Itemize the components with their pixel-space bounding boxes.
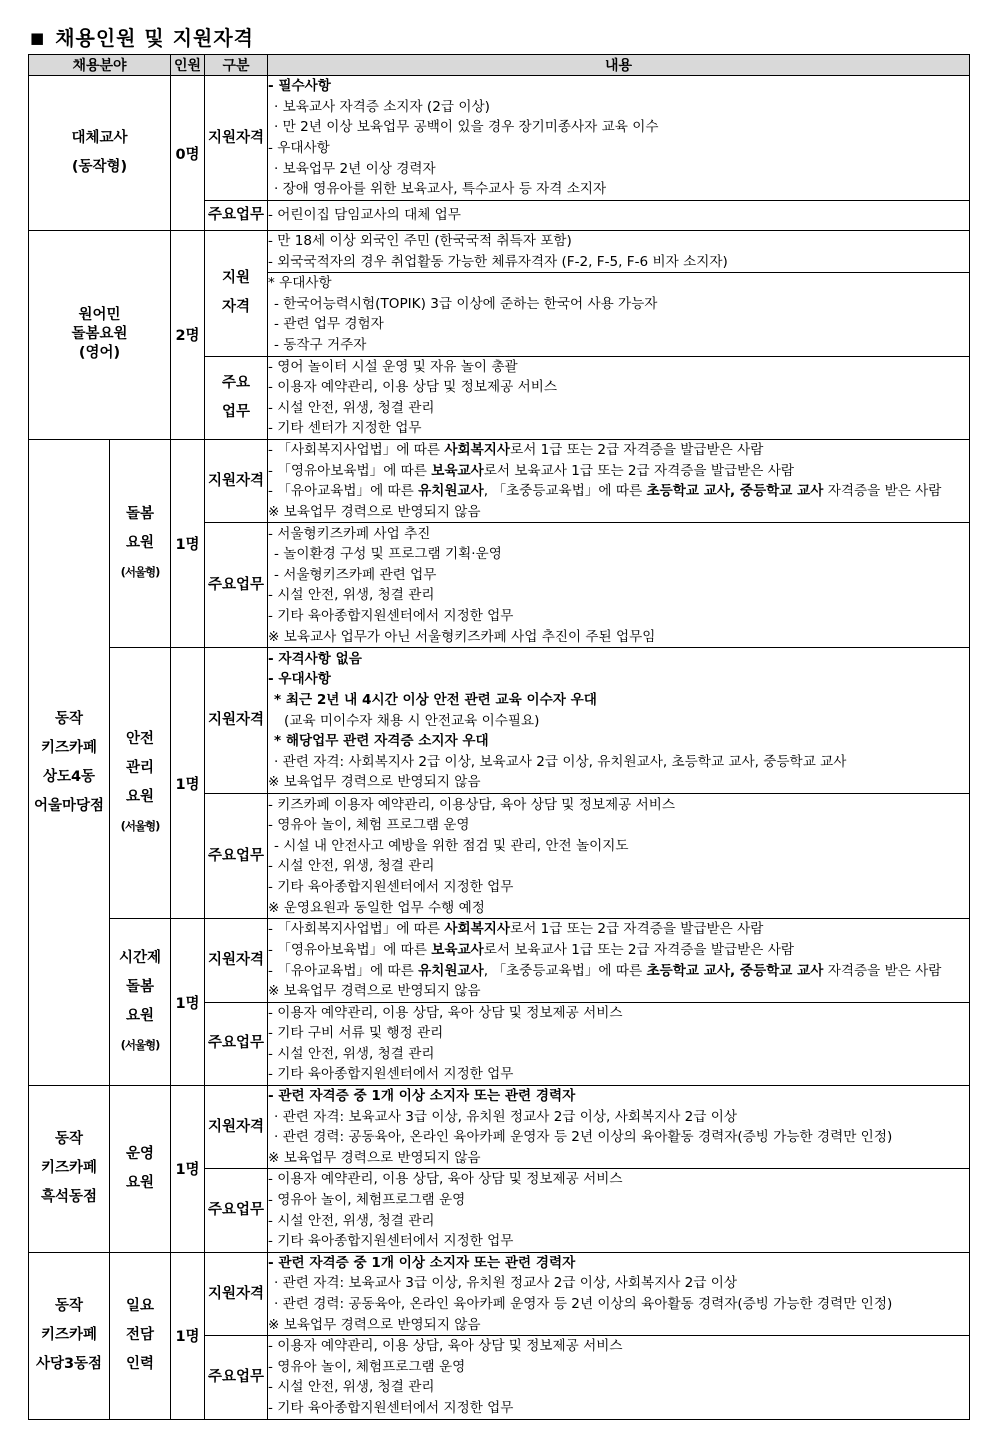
table-row — [29, 919, 970, 1002]
count-cell: 1명 — [171, 439, 205, 647]
section-title: 채용인원 및 지원자격 — [55, 26, 254, 50]
content-cell: - 키즈카페 이용자 예약관리, 이용상담, 육아 상담 및 정보제공 서비스 - 영유아 놀이, 체험 프로그램 운영 - 시설 내 안전사고 예방을 위한 점검 및 관리, 안전 놀이지도 - 시설 안전, 위생, 청결 관리 - 기타 육아종합지원센터에서 지정한 업무 ※ 운영요원과 동일한 업무 수행 예정 — [268, 794, 970, 919]
content-cell: - 관련 자격증 중 1개 이상 소지자 또는 관련 경력자 · 관련 자격: 보육교사 3급 이상, 유치원 정교사 2급 이상, 사회복지사 2급 이상 · 관련 경력: 공동육아, 온라인 육아카페 운영자 등 2년 이상의 육아활동 경력자(증빙 가능한 경력만 인정) ※ 보육업무 경력으로 반영되지 않음 — [268, 1252, 970, 1335]
role-cell: 시간제 돌봄 요원 (서울형) — [110, 919, 171, 1086]
kind-cell: 지원자격 — [205, 1086, 268, 1169]
kind-cell: 지원자격 — [205, 648, 268, 794]
role-cell: 일요 전담 인력 — [110, 1252, 171, 1419]
header-field: 채용분야 — [29, 55, 171, 76]
content-cell: - 「사회복지사업법」에 따른 사회복지사로서 1급 또는 2급 자격증을 발급받은 사람 - 「영유아보육법」에 따른 보육교사로서 보육교사 1급 또는 2급 자격증을 발급받은 사람 - 「유아교육법」에 따른 유치원교사, 「초중등교육법」에 따른 초등학교 교사, 중등학교 교사 자격증을 받은 사람 ※ 보육업무 경력으로 반영되지 않음 — [268, 439, 970, 522]
kind-cell: 지원자격 — [205, 76, 268, 201]
content-cell: - 관련 자격증 중 1개 이상 소지자 또는 관련 경력자 · 관련 자격: 보육교사 3급 이상, 유치원 정교사 2급 이상, 사회복지사 2급 이상 · 관련 경력: 공동육아, 온라인 육아카페 운영자 등 2년 이상의 육아활동 경력자(증빙 가능한 경력만 인정) ※ 보육업무 경력으로 반영되지 않음 — [268, 1086, 970, 1169]
section-heading — [30, 22, 254, 51]
kind-cell: 지원자격 — [205, 439, 268, 522]
count-cell: 1명 — [171, 919, 205, 1086]
kind-cell: 주요업무 — [205, 1169, 268, 1252]
content-cell: - 서울형키즈카페 사업 추진 - 놀이환경 구성 및 프로그램 기획·운영 - 서울형키즈카페 관련 업무 - 시설 안전, 위생, 청결 관리 - 기타 육아종합지원센터에서 지정한 업무 ※ 보육교사 업무가 아닌 서울형키즈카페 사업 추진이 주된 업무임 — [268, 523, 970, 648]
header-content: 내용 — [268, 55, 970, 76]
content-cell: - 영어 놀이터 시설 운영 및 자유 놀이 총괄 - 이용자 예약관리, 이용 상담 및 정보제공 서비스 - 시설 안전, 위생, 청결 관리 - 기타 센터가 지정한 업무 — [268, 356, 970, 439]
content-cell: - 이용자 예약관리, 이용 상담, 육아 상담 및 정보제공 서비스 - 영유아 놀이, 체험프로그램 운영 - 시설 안전, 위생, 청결 관리 - 기타 육아종합지원센터에서 지정한 업무 — [268, 1169, 970, 1252]
content-cell: - 만 18세 이상 외국인 주민 (한국국적 취득자 포함) - 외국국적자의 경우 취업활동 가능한 체류자격자 (F-2, F-5, F-6 비자 소지자) — [268, 231, 970, 273]
content-cell: * 우대사항 - 한국어능력시험(TOPIK) 3급 이상에 준하는 한국어 사용 가능자 - 관련 업무 경험자 - 동작구 거주자 — [268, 273, 970, 356]
square-bullet-icon: ■ — [30, 29, 46, 47]
role-cell: 돌봄 요원 (서울형) — [110, 439, 171, 647]
table-row — [29, 648, 970, 794]
count-cell: 2명 — [171, 231, 205, 440]
kind-cell: 주요업무 — [205, 201, 268, 231]
table-row — [29, 76, 970, 201]
kind-cell: 지원자격 — [205, 1252, 268, 1335]
header-kind: 구분 — [205, 55, 268, 76]
table-row — [29, 231, 970, 273]
kind-cell: 주요 업무 — [205, 356, 268, 439]
field-cell: 원어민 돌봄요원 (영어) — [29, 231, 171, 440]
field-cell: 동작 키즈카페 흑석동점 — [29, 1086, 110, 1253]
kind-cell: 주요업무 — [205, 794, 268, 919]
content-cell: - 필수사항 · 보육교사 자격증 소지자 (2급 이상) · 만 2년 이상 보육업무 공백이 있을 경우 장기미종사자 교육 이수 - 우대사항 · 보육업무 2년 이상 경력자 · 장애 영유아를 위한 보육교사, 특수교사 등 자격 소지자 — [268, 76, 970, 201]
kind-cell: 주요업무 — [205, 523, 268, 648]
table-row — [29, 1086, 970, 1169]
count-cell: 0명 — [171, 76, 205, 231]
table-row — [29, 439, 970, 522]
content-cell: - 어린이집 담임교사의 대체 업무 — [268, 201, 970, 231]
table-header-row — [29, 55, 970, 76]
table-row — [29, 1252, 970, 1335]
count-cell: 1명 — [171, 1086, 205, 1253]
content-cell: - 자격사항 없음 - 우대사항 * 최근 2년 내 4시간 이상 안전 관련 교육 이수자 우대 (교육 미이수자 채용 시 안전교육 이수필요) * 해당업무 관련 자격증 소지자 우대 · 관련 자격: 사회복지사 2급 이상, 보육교사 2급 이상, 유치원교사, 초등학교 교사, 중등학교 교사 ※ 보육업무 경력으로 반영되지 않음 — [268, 648, 970, 794]
kind-cell: 주요업무 — [205, 1002, 268, 1085]
kind-cell: 지원 자격 — [205, 231, 268, 357]
role-cell: 운영 요원 — [110, 1086, 171, 1253]
role-cell: 안전 관리 요원 (서울형) — [110, 648, 171, 919]
header-count: 인원 — [171, 55, 205, 76]
kind-cell: 지원자격 — [205, 919, 268, 1002]
field-cell: 동작 키즈카페 상도4동 어울마당점 — [29, 439, 110, 1085]
content-cell: - 이용자 예약관리, 이용 상담, 육아 상담 및 정보제공 서비스 - 영유아 놀이, 체험프로그램 운영 - 시설 안전, 위생, 청결 관리 - 기타 육아종합지원센터에서 지정한 업무 — [268, 1336, 970, 1419]
count-cell: 1명 — [171, 1252, 205, 1419]
field-cell: 동작 키즈카페 사당3동점 — [29, 1252, 110, 1419]
content-cell: - 이용자 예약관리, 이용 상담, 육아 상담 및 정보제공 서비스 - 기타 구비 서류 및 행정 관리 - 시설 안전, 위생, 청결 관리 - 기타 육아종합지원센터에서 지정한 업무 — [268, 1002, 970, 1085]
count-cell: 1명 — [171, 648, 205, 919]
content-cell: - 「사회복지사업법」에 따른 사회복지사로서 1급 또는 2급 자격증을 발급받은 사람 - 「영유아보육법」에 따른 보육교사로서 보육교사 1급 또는 2급 자격증을 발급받은 사람 - 「유아교육법」에 따른 유치원교사, 「초중등교육법」에 따른 초등학교 교사, 중등학교 교사 자격증을 받은 사람 ※ 보육업무 경력으로 반영되지 않음 — [268, 919, 970, 1002]
recruitment-table — [28, 54, 970, 1420]
field-cell: 대체교사 (동작형) — [29, 76, 171, 231]
kind-cell: 주요업무 — [205, 1336, 268, 1419]
